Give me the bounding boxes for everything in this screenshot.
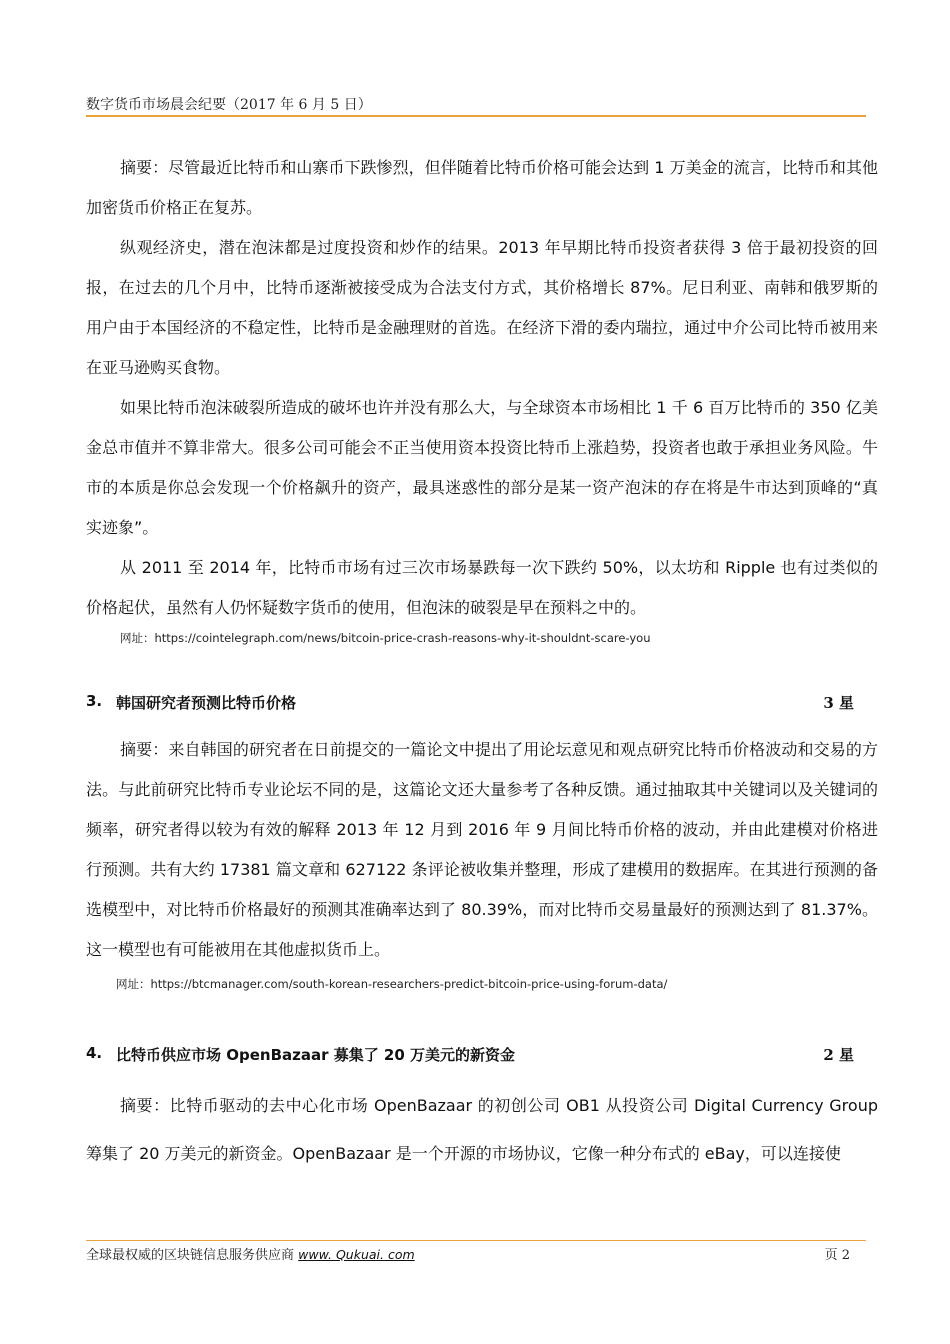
section3-source-url[interactable]: 网址：https://btcmanager.com/south-korean-researchers-predict-bitcoin-price-using-forum-data/ — [116, 977, 668, 991]
section2-paragraph-3: 如果比特币泡沫破裂所造成的破坏也许并没有那么大，与全球资本市场相比 1 千 6 百万比特币的 350 亿美金总市值并不算非常大。很多公司可能会不正当使用资本投资比特币上涨趋势，投资者也敢于承担业务风险。牛市的本质是你总会发现一个价格飙升的资产，最具迷惑性的部分是某一资产泡沫的存在将是牛市达到顶峰的“真实迹象”。 — [86, 398, 878, 537]
section3-heading — [86, 692, 878, 716]
section2-paragraph-2: 纵观经济史，潜在泡沫都是过度投资和炒作的结果。2013 年早期比特币投资者获得 3 倍于最初投资的回报，在过去的几个月中，比特币逐渐被接受成为合法支付方式，其价格增长 87%。尼日利亚、南韩和俄罗斯的用户由于本国经济的不稳定性，比特币是金融理财的首选。在经济下滑的委内瑞拉，通过中介公司比特币被用来在亚马逊购买食物。 — [86, 238, 878, 377]
section4-title: 比特币供应市场 OpenBazaar 募集了 20 万美元的新资金 — [116, 1046, 516, 1064]
section3-number: 3. — [86, 692, 103, 710]
spacer — [86, 716, 878, 730]
section3-paragraph: 摘要：来自韩国的研究者在日前提交的一篇论文中提出了用论坛意见和观点研究比特币价格波动和交易的方法。与此前研究比特币专业论坛不同的是，这篇论文还大量参考了各种反馈。通过抽取其中关键词以及关键词的频率，研究者得以较为有效的解释 2013 年 12 月到 2016 年 9 月间比特币价格的波动，并由此建模对价格进行预测。共有大约 17381 篇文章和 627122 条评论被收集并整理，形成了建模用的数据库。在其进行预测的备选模型中，对比特币价格最好的预测其准确率达到了 80.39%，而对比特币交易量最好的预测达到了 81.37%。这一模型也有可能被用在其他虚拟货币上。 — [86, 740, 878, 959]
section4-number: 4. — [86, 1044, 103, 1062]
footer-website-link[interactable]: www. Qukuai. com — [298, 1247, 415, 1262]
section3-title: 韩国研究者预测比特币价格 — [116, 694, 297, 712]
section2-source-url[interactable]: 网址：https://cointelegraph.com/news/bitcoin-price-crash-reasons-why-it-shouldnt-scare-you — [120, 631, 651, 645]
spacer — [86, 994, 878, 1044]
section4-paragraph: 摘要：比特币驱动的去中心化市场 OpenBazaar 的初创公司 OB1 从投资公司 Digital Currency Group 筹集了 20 万美元的新资金。OpenBazaar 是一个开源的市场协议，它像一种分布式的 eBay，可以连接使 — [86, 1096, 878, 1163]
page-number: 页 2 — [824, 1248, 850, 1263]
spacer — [86, 1068, 878, 1082]
section2-paragraph-4: 从 2011 至 2014 年，比特币市场有过三次市场暴跌每一次下跌约 50%，以太坊和 Ripple 也有过类似的价格起伏，虽然有人仍怀疑数字货币的使用，但泡沫的破裂是早在预料之中的。 — [86, 558, 878, 617]
main-content — [86, 148, 878, 1178]
section4-heading — [86, 1044, 878, 1068]
footer-text: 全球最权威的区块链信息服务供应商 — [86, 1248, 299, 1263]
footer-divider — [86, 1240, 866, 1241]
section4-rating: 2 星 — [823, 1046, 854, 1064]
spacer — [86, 648, 878, 692]
header-title: 数字货币市场晨会纪要（2017 年 6 月 5 日） — [86, 97, 372, 113]
section2-paragraph-1: 摘要：尽管最近比特币和山寨币下跌惨烈，但伴随着比特币价格可能会达到 1 万美金的流言，比特币和其他加密货币价格正在复苏。 — [86, 158, 878, 217]
header-divider — [86, 115, 866, 117]
footer — [86, 1244, 850, 1263]
section3-rating: 3 星 — [823, 694, 854, 712]
